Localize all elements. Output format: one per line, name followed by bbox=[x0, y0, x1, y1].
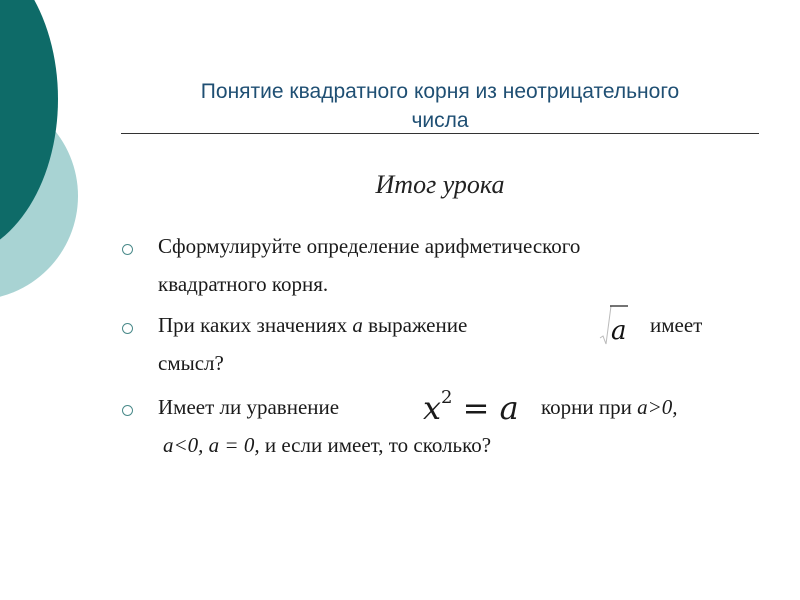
bullet-1-line-1: Сформулируйте определение арифметического bbox=[158, 234, 581, 258]
bullet-marker-1 bbox=[122, 244, 133, 255]
bullet-2-text-a: При каких значениях bbox=[158, 313, 353, 337]
sqrt-var: a bbox=[611, 316, 627, 346]
bullet-3-text-a: Имеет ли уравнение bbox=[158, 395, 340, 419]
eq-rest: = a bbox=[452, 389, 519, 427]
bullet-3-line-2 bbox=[163, 433, 491, 458]
bullet-3-cond-2: a<0, а = 0, bbox=[163, 433, 260, 457]
eq-base: x bbox=[423, 389, 442, 427]
bullet-2-line-2: смысл? bbox=[158, 351, 224, 375]
bullet-3-text-c: корни при bbox=[541, 395, 638, 419]
slide-subtitle: Итог урока bbox=[375, 170, 505, 199]
bullet-2-line-1 bbox=[158, 313, 467, 338]
slide-title-line1: Понятие квадратного корня из неотрицательного bbox=[200, 80, 680, 103]
bullet-3-line-1-end bbox=[541, 395, 678, 420]
bullet-1-line-2: квадратного корня. bbox=[158, 272, 329, 296]
eq-exp: 2 bbox=[441, 387, 453, 409]
slide-title bbox=[120, 77, 760, 135]
bullet-2-var: а bbox=[352, 313, 363, 337]
slide-title-line2: числа bbox=[411, 109, 469, 132]
bullet-marker-3 bbox=[122, 405, 133, 416]
bullet-3-text-d: и если имеет, то сколько? bbox=[259, 433, 492, 457]
title-divider bbox=[121, 133, 759, 134]
bullet-marker-2 bbox=[122, 323, 133, 334]
bullet-2-text-b: выражение bbox=[362, 313, 468, 337]
sqrt-formula bbox=[598, 300, 634, 346]
bullet-2-text-c: имеет bbox=[650, 313, 703, 337]
equation-formula bbox=[423, 389, 519, 427]
bullet-3-cond: а>0, bbox=[637, 395, 678, 419]
